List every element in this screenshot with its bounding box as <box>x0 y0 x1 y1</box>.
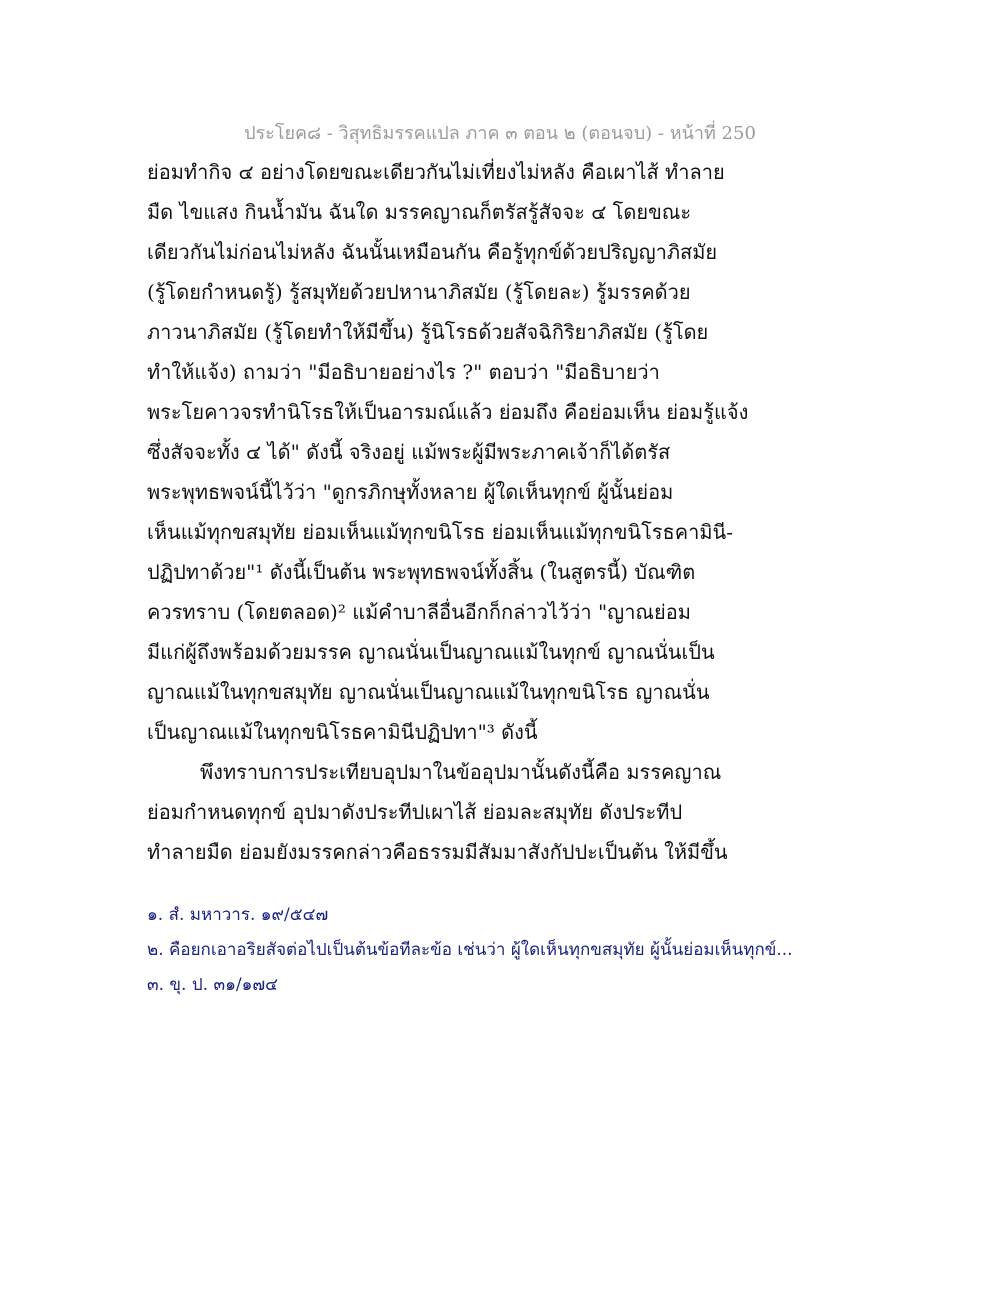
body-line: ภาวนาภิสมัย (รู้โดยทำให้มีขึ้น) รู้นิโรธด้วยสัจฉิกิริยาภิสมัย (รู้โดย <box>147 320 709 344</box>
paragraph-start-line: พึงทราบการประเทียบอุปมาในข้ออุปมานั้นดังนี้คือ มรรคญาณ <box>200 760 722 784</box>
body-line: ย่อมกำหนดทุกข์ อุปมาดังประทีปเผาไส้ ย่อมละสมุทัย ดังประทีป <box>147 800 683 824</box>
main-text <box>147 152 887 872</box>
body-line: เป็นญาณแม้ในทุกขนิโรธคามินีปฏิปทา"³ ดังนี้ <box>147 720 538 744</box>
body-line: ย่อมทำกิจ ๔ อย่างโดยขณะเดียวกันไม่เที่ยงไม่หลัง คือเผาไส้ ทำลาย <box>147 160 725 184</box>
body-line: ทำลายมืด ย่อมยังมรรคกล่าวคือธรรมมีสัมมาสังกัปปะเป็นต้น ให้มีขึ้น <box>147 840 728 864</box>
body-line: ทำให้แจ้ง) ถามว่า "มีอธิบายอย่างไร ?" ตอบว่า "มีอธิบายว่า <box>147 360 660 384</box>
body-line: ควรทราบ (โดยตลอด)² แม้คำบาลีอื่นอีกก็กล่าวไว้ว่า "ญาณย่อม <box>147 600 691 624</box>
body-line: มีแก่ผู้ถึงพร้อมด้วยมรรค ญาณนั่นเป็นญาณแม้ในทุกข์ ญาณนั่นเป็น <box>147 640 715 664</box>
footnote-2: ๒. คือยกเอาอริยสัจต่อไปเป็นต้นข้อทีละข้อ เช่นว่า ผู้ใดเห็นทุกขสมุทัย ผู้นั้นย่อมเห็นทุกข์... <box>147 940 793 960</box>
body-line: พระโยคาวจรทำนิโรธให้เป็นอารมณ์แล้ว ย่อมถึง คือย่อมเห็น ย่อมรู้แจ้ง <box>147 400 749 424</box>
body-line: มืด ไขแสง กินน้ำมัน ฉันใด มรรคญาณก็ตรัสรู้สัจจะ ๔ โดยขณะ <box>147 200 692 224</box>
body-line: เห็นแม้ทุกขสมุทัย ย่อมเห็นแม้ทุกขนิโรธ ย่อมเห็นแม้ทุกขนิโรธคามินี- <box>147 520 733 544</box>
footnote-3: ๓. ขุ. ป. ๓๑/๑๗๔ <box>147 975 279 995</box>
body-line: เดียวกันไม่ก่อนไม่หลัง ฉันนั้นเหมือนกัน คือรู้ทุกข์ด้วยปริญญาภิสมัย <box>147 240 718 264</box>
body-line: ญาณแม้ในทุกขสมุทัย ญาณนั่นเป็นญาณแม้ในทุกขนิโรธ ญาณนั่น <box>147 680 710 704</box>
running-header: ประโยค๘ - วิสุทธิมรรคแปล ภาค ๓ ตอน ๒ (ตอนจบ) - หน้าที่ 250 <box>244 123 756 144</box>
body-line: (รู้โดยกำหนดรู้) รู้สมุทัยด้วยปหานาภิสมัย (รู้โดยละ) รู้มรรคด้วย <box>147 280 691 304</box>
footnotes <box>147 898 907 1003</box>
body-line: พระพุทธพจน์นี้ไว้ว่า "ดูกรภิกษุทั้งหลาย ผู้ใดเห็นทุกข์ ผู้นั้นย่อม <box>147 480 674 504</box>
body-line: ปฏิปทาด้วย"¹ ดังนี้เป็นต้น พระพุทธพจน์ทั้งสิ้น (ในสูตรนี้) บัณฑิต <box>147 560 696 584</box>
footnote-1: ๑. สํ. มหาวาร. ๑๙/๕๔๗ <box>147 905 329 925</box>
body-line: ซึ่งสัจจะทั้ง ๔ ได้" ดังนี้ จริงอยู่ แม้พระผู้มีพระภาคเจ้าก็ได้ตรัส <box>147 440 671 464</box>
